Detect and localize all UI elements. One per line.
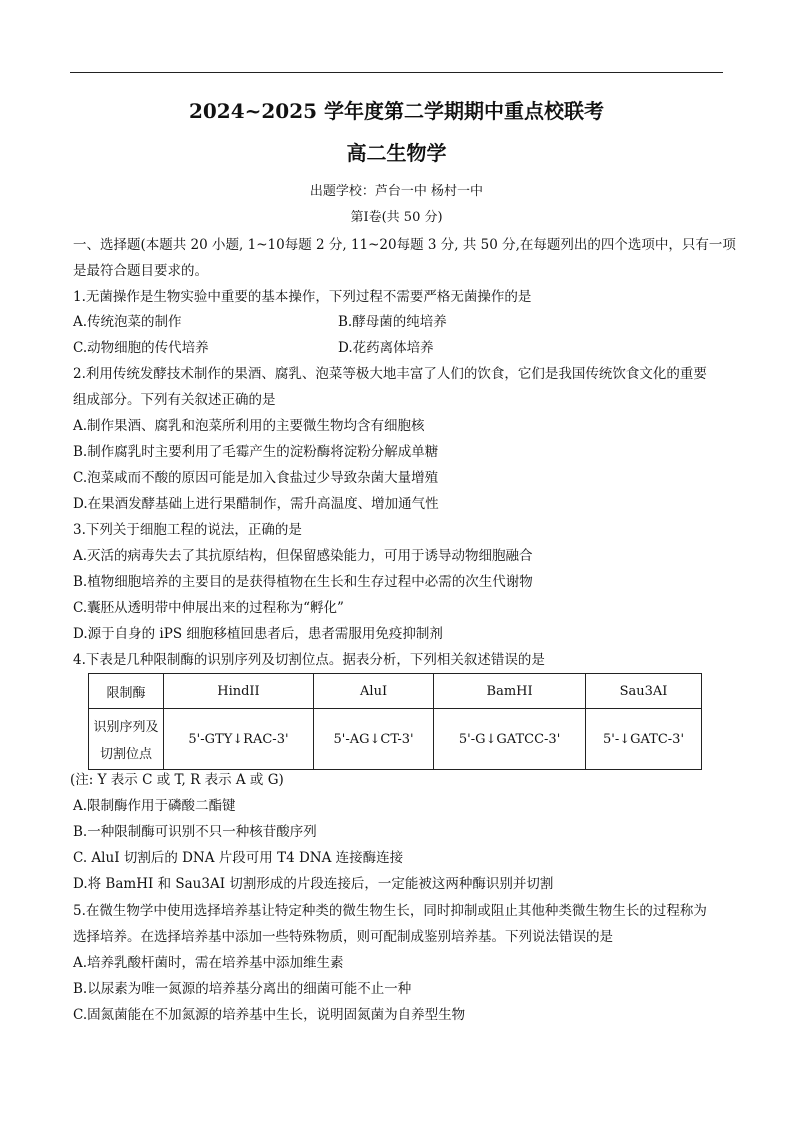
exam-title: 2024~2025 学年度第二学期期中重点校联考 [188,99,605,123]
option: C. AluI 切割后的 DNA 片段可用 T4 DNA 连接酶连接 [73,850,404,866]
table-note: (注: Y 表示 C 或 T, R 表示 A 或 G) [70,772,284,788]
enzyme-table [88,673,702,770]
question-stem: 5.在微生物学中使用选择培养基让特定种类的微生物生长，同时抑制或阻止其他种类微生物生长的过程称为 [73,903,707,919]
table-cell: 5'-GTY↓RAC-3' [164,709,314,770]
table-cell: 5'-AG↓CT-3' [313,709,433,770]
row-label [89,709,164,770]
top-rule [70,72,723,73]
table-header: AluI [313,674,433,709]
option: B.以尿素为唯一氮源的培养基分离出的细菌可能不止一种 [73,981,412,997]
option: B.制作腐乳时主要利用了毛霉产生的淀粉酶将淀粉分解成单糖 [73,444,439,460]
table-header: 限制酶 [89,674,164,709]
option: C.泡菜咸而不酸的原因可能是加入食盐过少导致杂菌大量增殖 [73,470,439,486]
option: A.传统泡菜的制作 [73,314,182,330]
section-instructions: 一、选择题(本题共 20 小题, 1~10每题 2 分, 11~20每题 3 分, 共 50 分,在每题列出的四个选项中，只有一项 [73,237,736,253]
section-instructions: 是最符合题目要求的。 [73,263,208,279]
option: B.植物细胞培养的主要目的是获得植物在生长和生存过程中必需的次生代谢物 [73,574,533,590]
option: B.酵母菌的纯培养 [338,314,447,330]
question-stem: 2.利用传统发酵技术制作的果酒、腐乳、泡菜等极大地丰富了人们的饮食，它们是我国传统饮食文化的重要 [73,366,707,382]
option: D.源于自身的 iPS 细胞移植回患者后，患者需服用免疫抑制剂 [73,626,443,642]
option: C.动物细胞的传代培养 [73,340,209,356]
question-stem: 3.下列关于细胞工程的说法，正确的是 [73,522,302,538]
table-cell: 5'-↓GATC-3' [586,709,702,770]
row-label-line: 切割位点 [99,747,152,762]
table-header: BamHI [434,674,586,709]
option: A.灭活的病毒失去了其抗原结构，但保留感染能力，可用于诱导动物细胞融合 [73,548,533,564]
question-stem: 组成部分。下列有关叙述正确的是 [73,392,276,408]
option: A.培养乳酸杆菌时，需在培养基中添加维生素 [73,955,344,971]
option: C.固氮菌能在不加氮源的培养基中生长，说明固氮菌为自养型生物 [73,1007,466,1023]
question-stem: 4.下表是几种限制酶的识别序列及切割位点。据表分析，下列相关叙述错误的是 [73,652,545,668]
option: A.制作果酒、腐乳和泡菜所利用的主要微生物均含有细胞核 [73,418,425,434]
row-label-line: 识别序列及 [93,720,159,735]
schools: 出题学校：芦台一中 杨村一中 [309,184,484,199]
option: D.花药离体培养 [338,340,434,356]
option: B.一种限制酶可识别不只一种核苷酸序列 [73,824,317,840]
question-stem: 1.无菌操作是生物实验中重要的基本操作，下列过程不需要严格无菌操作的是 [73,289,532,305]
subject-title: 高二生物学 [346,141,447,165]
question-stem: 选择培养。在选择培养基中添加一些特殊物质，则可配制成鉴别培养基。下列说法错误的是 [73,929,613,945]
option: C.囊胚从透明带中伸展出来的过程称为“孵化” [73,600,344,616]
option: D.在果酒发酵基础上进行果醋制作，需升高温度、增加通气性 [73,496,439,512]
option: D.将 BamHI 和 Sau3AI 切割形成的片段连接后，一定能被这两种酶识别并切割 [73,876,554,892]
table-header: HindII [164,674,314,709]
table-cell: 5'-G↓GATCC-3' [434,709,586,770]
part-heading: 第Ⅰ卷(共 50 分) [350,210,443,225]
table-header: Sau3AI [586,674,702,709]
option: A.限制酶作用于磷酸二酯键 [73,798,236,814]
